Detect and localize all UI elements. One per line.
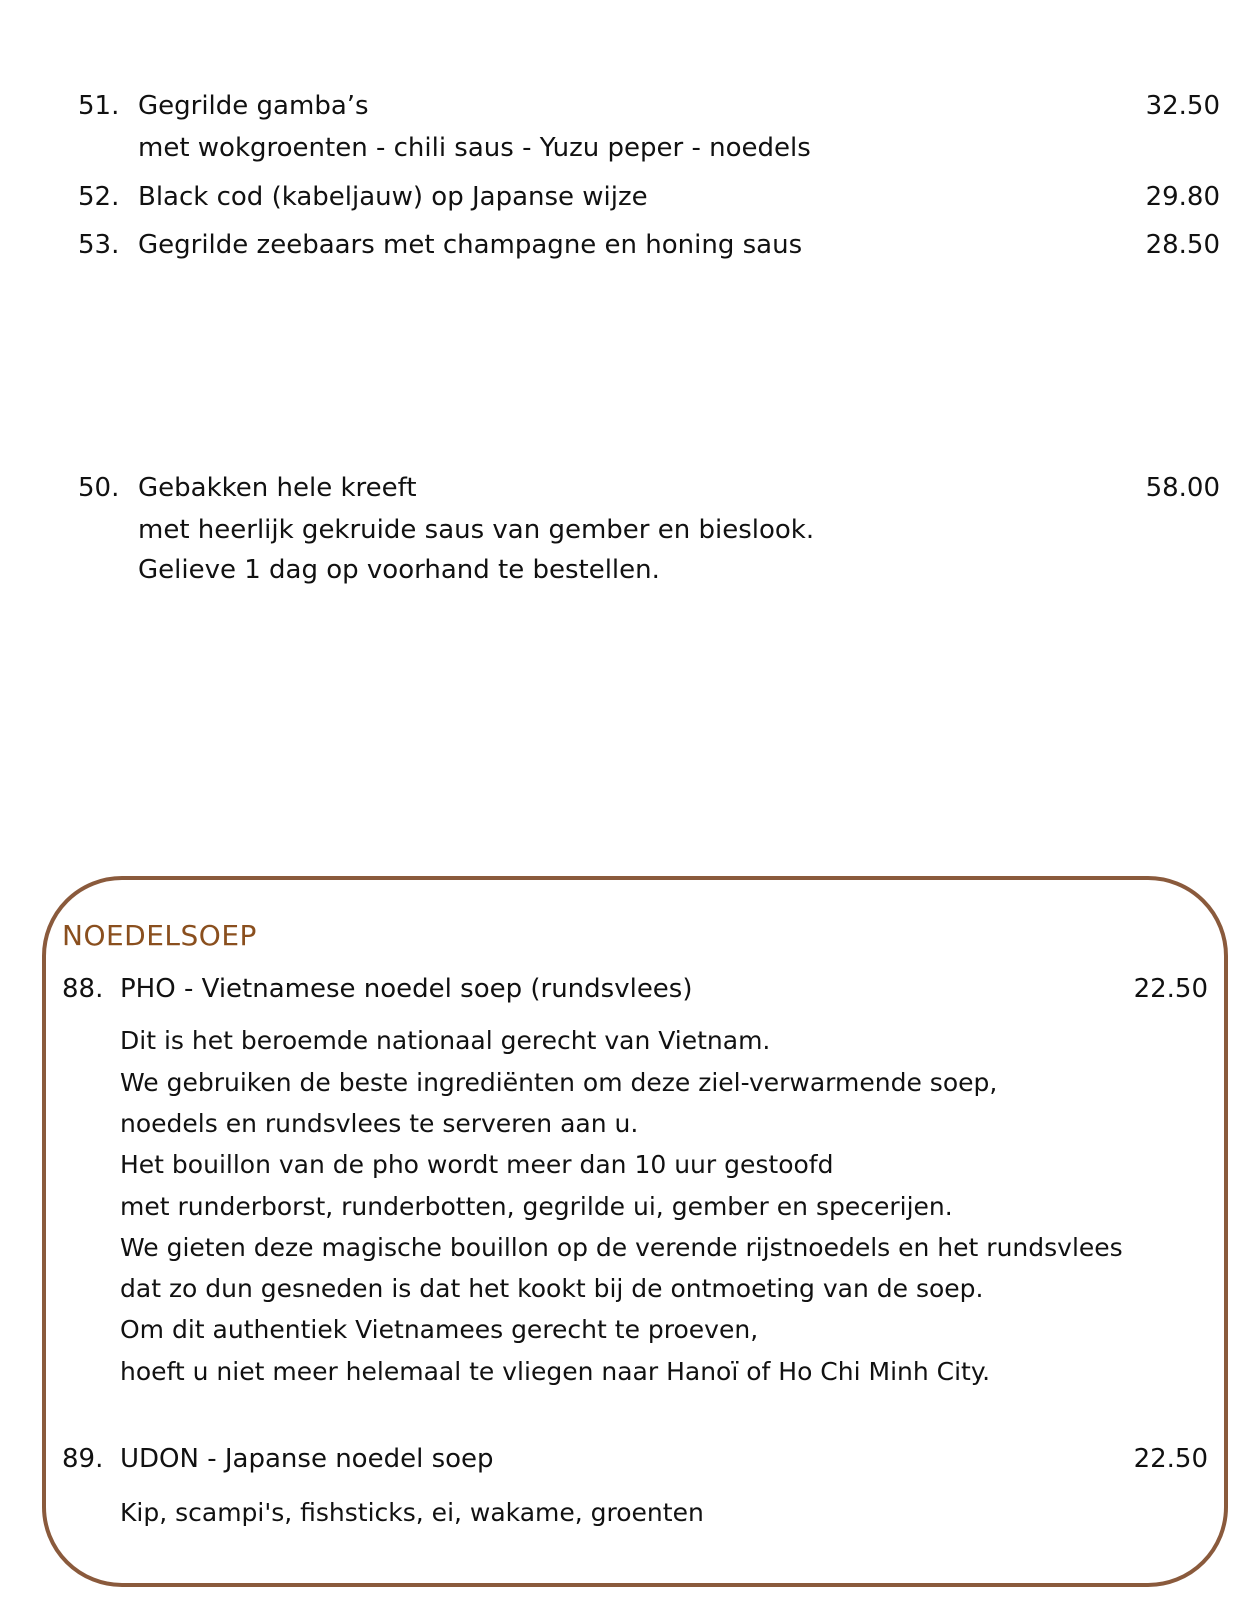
- item-53-number: 53.: [78, 230, 120, 260]
- item-52-price: 29.80: [1145, 182, 1220, 212]
- item-53-name: Gegrilde zeebaars met champagne en honing saus: [138, 230, 803, 260]
- description-line: Het bouillon van de pho wordt meer dan 10 uur gestoofd: [120, 1150, 834, 1179]
- item-52-name: Black cod (kabeljauw) op Japanse wijze: [138, 182, 648, 212]
- item-51-name: Gegrilde gamba’s: [138, 91, 369, 121]
- item-51-number: 51.: [78, 91, 120, 121]
- description-line: hoeft u niet meer helemaal te vliegen naar Hanoï of Ho Chi Minh City.: [120, 1357, 991, 1386]
- item-50-price: 58.00: [1145, 473, 1220, 503]
- description-line: dat zo dun gesneden is dat het kookt bij de ontmoeting van de soep.: [120, 1274, 984, 1303]
- item-88-price: 22.50: [1133, 974, 1208, 1004]
- description-line: We gieten deze magische bouillon op de verende rijstnoedels en het rundsvlees: [120, 1233, 1123, 1262]
- description-line: Dit is het beroemde nationaal gerecht van Vietnam.: [120, 1026, 771, 1055]
- item-51-price: 32.50: [1145, 91, 1220, 121]
- item-88-name: PHO - Vietnamese noedel soep (rundsvlees): [120, 974, 693, 1004]
- item-88-number: 88.: [62, 974, 104, 1004]
- item-50-description-2: Gelieve 1 dag op voorhand te bestellen.: [138, 555, 660, 585]
- description-line: noedels en rundsvlees te serveren aan u.: [120, 1109, 639, 1138]
- section-title: NOEDELSOEP: [62, 919, 257, 952]
- item-50-name: Gebakken hele kreeft: [138, 473, 417, 503]
- description-line: We gebruiken de beste ingrediënten om deze ziel-verwarmende soep,: [120, 1068, 998, 1097]
- item-52-number: 52.: [78, 182, 120, 212]
- item-53-price: 28.50: [1145, 230, 1220, 260]
- item-51-description: met wokgroenten - chili saus - Yuzu peper - noedels: [138, 133, 811, 163]
- item-50-description-1: met heerlijk gekruide saus van gember en bieslook.: [138, 515, 815, 545]
- item-89-number: 89.: [62, 1444, 104, 1474]
- item-89-name: UDON - Japanse noedel soep: [120, 1444, 494, 1474]
- item-50-number: 50.: [78, 473, 120, 503]
- description-line: met runderborst, runderbotten, gegrilde ui, gember en specerijen.: [120, 1192, 953, 1221]
- item-89-price: 22.50: [1133, 1444, 1208, 1474]
- item-89-description: Kip, scampi's, fishsticks, ei, wakame, groenten: [120, 1498, 704, 1527]
- description-line: Om dit authentiek Vietnamees gerecht te proeven,: [120, 1315, 759, 1344]
